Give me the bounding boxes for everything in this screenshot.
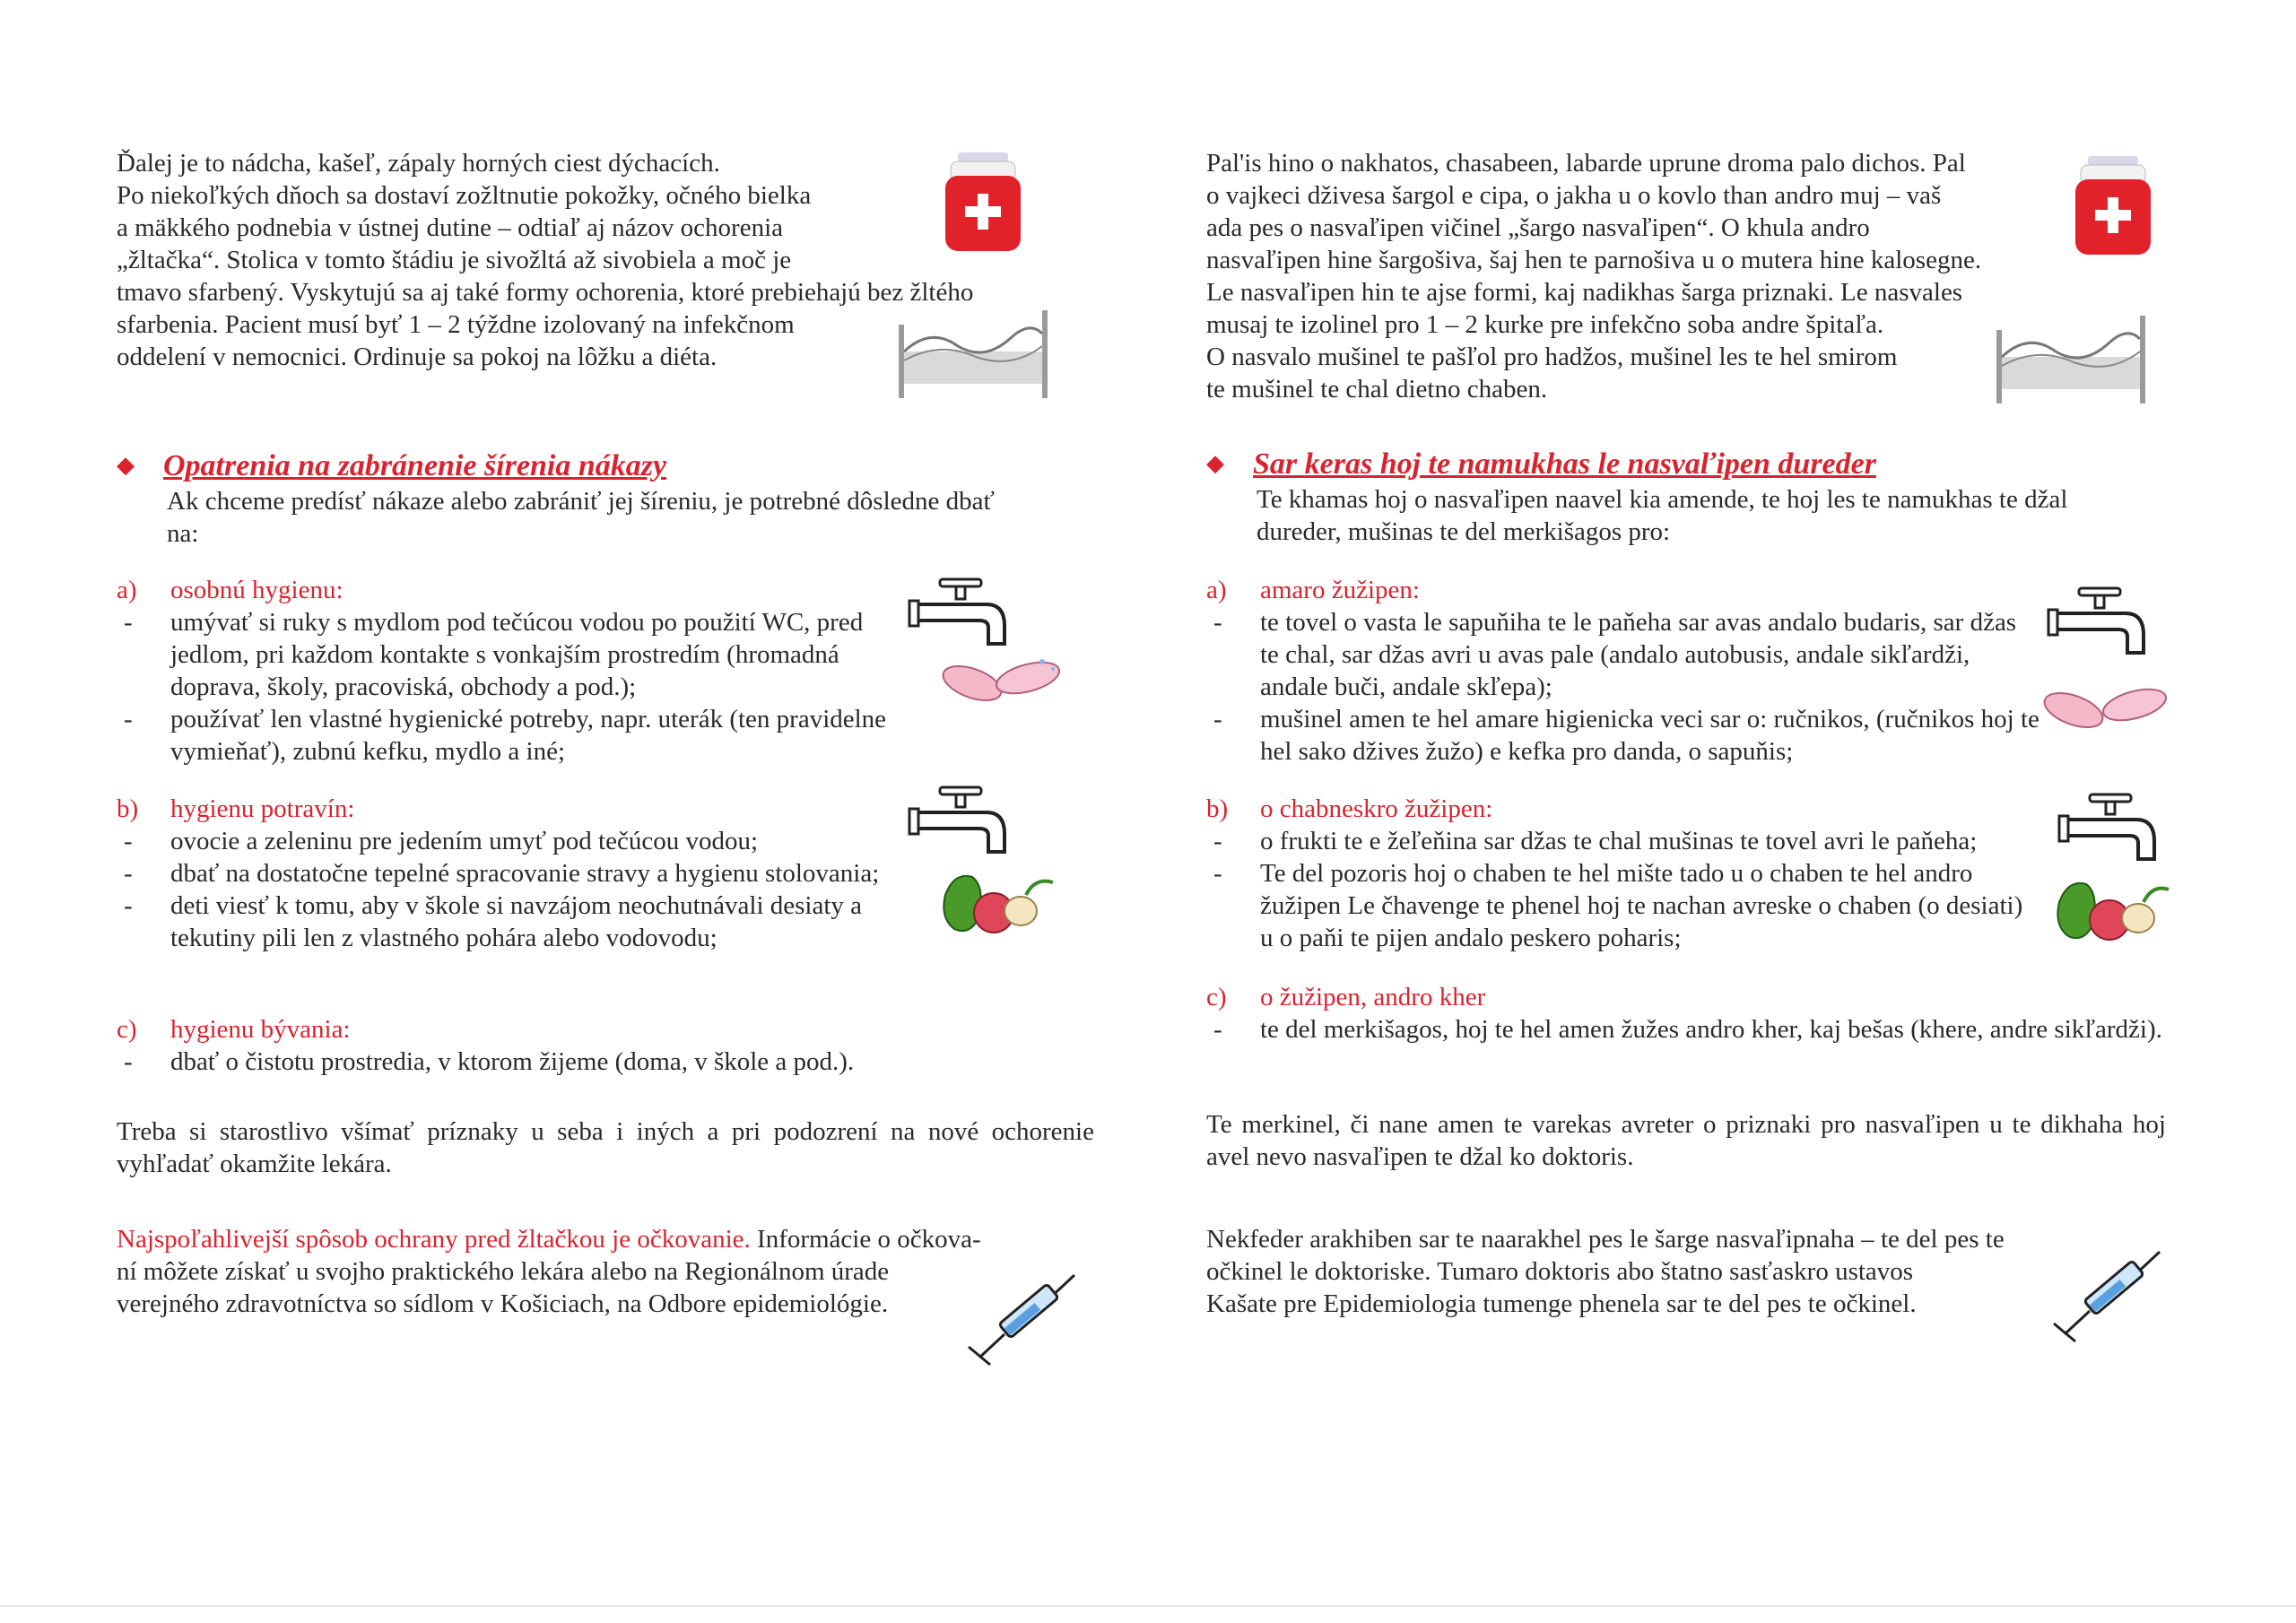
section-a: a) osobnú hygienu: - umývať si ruky s mydlom pod tečúcou vodou po použití WC, pred jedlom, pri každom kontakte s vonkajším prostredím (hromadná doprava, školy, pracoviská, obchody a pod.); - používať len vlastné hygienické potreby, napr. uterák (ten pravidelne vymieňať), zubnú kefku, mydlo a iné; bbox=[117, 574, 897, 768]
vaccination-note: Nekfeder arakhiben sar te naarakhel pes le šarge nasvaľipnaha – te del pes te očkinel le doktoriske. Tumaro doktoris abo štatno sasťaskro ustavos Kašate pre Epidemiologia tumenge phenela sar te del pes te očkinel. bbox=[1206, 1225, 2005, 1318]
water-tap-icon bbox=[2057, 793, 2161, 872]
list-item: - dbať na dostatočne tepelné spracovanie stravy a hygienu stolovania; bbox=[124, 859, 880, 888]
water-tap-icon bbox=[908, 577, 1012, 656]
water-tap-icon bbox=[2047, 586, 2151, 665]
vaccination-note: Najspoľahlivejší spôsob ochrany pred žltačkou je očkovanie. Informácie o očkova- ní môžete získať u svojho praktického lekára alebo na Regionálnom úrade verejného zdravotníctva so sídlom v Košiciach, na Odbore epidemiológie. bbox=[117, 1225, 981, 1318]
syringe-icon bbox=[961, 1271, 1078, 1370]
hands-icon bbox=[2036, 674, 2179, 746]
list-item: - používať len vlastné hygienické potreby, napr. uterák (ten pravidelne vymieňať), zubnú kefku, mydlo a iné; bbox=[124, 705, 887, 766]
first-aid-kit-icon bbox=[2068, 152, 2158, 260]
list-item: - deti viesť k tomu, aby v škole si navzájom neochutnávali desiaty a tekutiny pili len z vlastného pohára alebo vodovodu; bbox=[124, 891, 863, 952]
section-b: b) hygienu potravín: - ovocie a zeleninu pre jedením umyť pod tečúcou vodou; - dbať na dostatočne tepelné spracovanie stravy a hygienu stolovania; - deti viesť k tomu, aby v škole si navzájom neochutnávali desiaty a tekutiny pili len z vlastného pohára alebo vodovodu; bbox=[117, 793, 942, 954]
list-item: - Te del pozoris hoj o chaben te hel mište tado u o chaben te hel andro žužipen Le čhavenge te phenel hoj te nachan avreske o chaben (o desiati) u o paňi te pijen andalo peskero poharis; bbox=[1213, 859, 2023, 952]
section-a: a) amaro žužipen: - te tovel o vasta le sapuňiha te le paňeha sar avas andalo budaris, sar džas te chal, sar džas avri u avas pale (andalo autobusis, andale sikľardži, andale buči, andale skľepa); - mušinel amen te hel amare higienicka veci sar o: ručnikos, (ručnikos hoj te hel sako džives žužo) e kefka pro danda, o sapuňis; bbox=[1206, 576, 2039, 766]
vegetables-icon bbox=[927, 859, 1062, 940]
list-item: - dbať o čistotu prostredia, v ktorom žijeme (doma, v škole a pod.). bbox=[124, 1047, 855, 1076]
hands-icon bbox=[935, 647, 1069, 719]
list-item: - umývať si ruky s mydlom pod tečúcou vodou po použití WC, pred jedlom, pri každom kontakte s vonkajším prostredím (hromadná doprava, školy, pracoviská, obchody a pod.); bbox=[124, 608, 864, 701]
vegetables-icon bbox=[2032, 866, 2176, 947]
list-item: - ovocie a zeleninu pre jedením umyť pod tečúcou vodou; bbox=[124, 827, 759, 855]
water-tap-icon bbox=[908, 785, 1012, 864]
warning-note: Te merkinel, či nane amen te varekas avreter o priznaki pro nasvaľipen u te dikhaha hoj avel nevo nasvaľipen te džal ko doktoris. bbox=[1206, 1110, 2166, 1171]
list-item: - te tovel o vasta le sapuňiha te le paňeha sar avas andalo budaris, sar džas te chal, sar džas avri u avas pale (andalo autobusis, andale sikľardži, andale buči, andale skľepa); bbox=[1213, 608, 2017, 701]
section-heading: ◆ Opatrenia na zabránenie šírenia nákazy Ak chceme predísť nákaze alebo zabrániť jej šíreniu, je potrebné dôsledne dbať na: bbox=[117, 447, 1103, 550]
bullet-icon: ◆ bbox=[117, 452, 135, 478]
list-item: - te del merkišagos, hoj te hel amen žužes andro kher, kaj bešas (khere, andre sikľardži). bbox=[1213, 1015, 2162, 1044]
warning-note: Treba si starostlivo všímať príznaky u seba i iných a pri podozrení na nové ochorenie vyhľadať okamžite lekára. bbox=[117, 1117, 1094, 1178]
list-item: - mušinel amen te hel amare higienicka veci sar o: ručnikos, (ručnikos hoj te hel sako džives žužo) e kefka pro danda, o sapuňis; bbox=[1213, 705, 2039, 766]
bed-icon bbox=[1993, 312, 2151, 405]
first-aid-kit-icon bbox=[938, 149, 1028, 256]
section-heading: ◆ Sar keras hoj te namukhas le nasvaľipen dureder Te khamas hoj o nasvaľipen naavel kia amende, te hoj les te namukhas te džal dureder, mušinas te del merkišagos pro: bbox=[1206, 445, 2184, 548]
section-b: b) o chabneskro žužipen: - o frukti te e žeľeňina sar džas te chal mušinas te tovel avri le paňeha; - Te del pozoris hoj o chaben te hel mište tado u o chaben te hel andro žužipen Le čhavenge te phenel hoj te nachan avreske o chaben (o desiati) u o paňi te pijen andalo peskero poharis; bbox=[1206, 793, 2058, 954]
bullet-icon: ◆ bbox=[1206, 450, 1224, 476]
list-item: - o frukti te e žeľeňina sar džas te chal mušinas te tovel avri le paňeha; bbox=[1213, 827, 1978, 855]
section-c: c) hygienu bývania: - dbať o čistotu prostredia, v ktorom žijeme (doma, v škole a pod.). bbox=[117, 1013, 1103, 1078]
intro-paragraph: Pal'is hino o nakhatos, chasabeen, labarde uprune droma palo dichos. Pal o vajkeci dživesa šargol e cipa, o jakha u o kovlo than andro muj – vaš ada pes o nasvaľipen vičinel „šargo nasvaľipen“. O khula andro nasvaľipen hine šargošiva, šaj hen te parnošiva u o mutera hine kalosegne. Le nasvaľipen hin te ajse formi, kaj nadikhas šarga priznaki. Le nasvales musaj te izolinel pro 1 – 2 kurke pre infekčno soba andre špitaľa. O nasvalo mušinel te pašľol pro hadžos, mušinel les te hel smirom te mušinel te chal dietno chaben. bbox=[1206, 149, 1982, 404]
intro-paragraph: Ďalej je to nádcha, kašeľ, zápaly horných ciest dýchacích. Po niekoľkých dňoch sa dostaví zožltnutie pokožky, očného bielka a mäkkého podnebia v ústnej dutine – odtiaľ aj názov ochorenia „žltačka“. Stolica v tomto štádiu je sivožltá až sivobiela a moč je tmavo sfarbený. Vyskytujú sa aj také formy ochorenia, ktoré prebiehajú bez žltého sfarbenia. Pacient musí byť 1 – 2 týždne izolovaný na infekčnom oddelení v nemocnici. Ordinuje sa pokoj na lôžku a diéta. bbox=[117, 149, 974, 371]
syringe-icon bbox=[2047, 1248, 2163, 1347]
bed-icon bbox=[895, 307, 1053, 400]
page-edge-line bbox=[0, 1605, 2296, 1607]
section-c: c) o žužipen, andro kher - te del merkišagos, hoj te hel amen žužes andro kher, kaj bešas (khere, andre sikľardži). bbox=[1206, 981, 2184, 1046]
